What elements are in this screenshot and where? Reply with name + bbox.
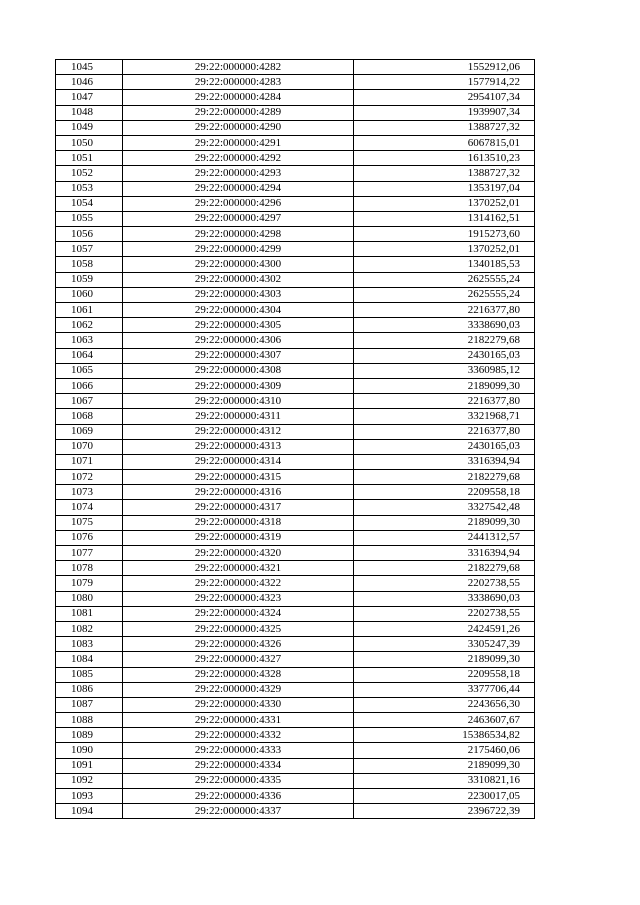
table-row bbox=[56, 363, 535, 378]
cadastral-value-cell: 2954107,34 bbox=[354, 90, 535, 105]
cadastral-number-cell: 29:22:000000:4298 bbox=[123, 227, 354, 242]
cadastral-number-cell: 29:22:000000:4306 bbox=[123, 333, 354, 348]
cadastral-number-cell: 29:22:000000:4321 bbox=[123, 561, 354, 576]
cadastral-number-cell: 29:22:000000:4297 bbox=[123, 211, 354, 226]
row-number-cell: 1089 bbox=[56, 728, 123, 743]
table-row bbox=[56, 515, 535, 530]
table-row bbox=[56, 637, 535, 652]
table-row bbox=[56, 227, 535, 242]
table-row bbox=[56, 530, 535, 545]
row-number-cell: 1051 bbox=[56, 151, 123, 166]
row-number-cell: 1061 bbox=[56, 303, 123, 318]
row-number-cell: 1056 bbox=[56, 227, 123, 242]
table-row bbox=[56, 75, 535, 90]
row-number-cell: 1087 bbox=[56, 697, 123, 712]
cadastral-number-cell: 29:22:000000:4284 bbox=[123, 90, 354, 105]
cadastral-number-cell: 29:22:000000:4300 bbox=[123, 257, 354, 272]
cadastral-number-cell: 29:22:000000:4334 bbox=[123, 758, 354, 773]
cadastral-value-cell: 1340185,53 bbox=[354, 257, 535, 272]
cadastral-number-cell: 29:22:000000:4316 bbox=[123, 485, 354, 500]
cadastral-number-cell: 29:22:000000:4283 bbox=[123, 75, 354, 90]
row-number-cell: 1052 bbox=[56, 166, 123, 181]
row-number-cell: 1093 bbox=[56, 789, 123, 804]
cadastral-value-cell: 2230017,05 bbox=[354, 789, 535, 804]
cadastral-number-cell: 29:22:000000:4323 bbox=[123, 591, 354, 606]
table-row bbox=[56, 90, 535, 105]
cadastral-number-cell: 29:22:000000:4330 bbox=[123, 697, 354, 712]
cadastral-number-cell: 29:22:000000:4332 bbox=[123, 728, 354, 743]
table-row bbox=[56, 348, 535, 363]
row-number-cell: 1084 bbox=[56, 652, 123, 667]
row-number-cell: 1079 bbox=[56, 576, 123, 591]
cadastral-number-cell: 29:22:000000:4307 bbox=[123, 348, 354, 363]
table-row bbox=[56, 500, 535, 515]
cadastral-value-cell: 15386534,82 bbox=[354, 728, 535, 743]
cadastral-value-cell: 1388727,32 bbox=[354, 120, 535, 135]
table-row bbox=[56, 485, 535, 500]
cadastral-value-cell: 3316394,94 bbox=[354, 454, 535, 469]
cadastral-value-cell: 1370252,01 bbox=[354, 242, 535, 257]
cadastral-value-cell: 2463607,67 bbox=[354, 713, 535, 728]
cadastral-value-cell: 2625555,24 bbox=[354, 287, 535, 302]
row-number-cell: 1049 bbox=[56, 120, 123, 135]
cadastral-value-cell: 2216377,80 bbox=[354, 394, 535, 409]
cadastral-number-cell: 29:22:000000:4294 bbox=[123, 181, 354, 196]
cadastral-number-cell: 29:22:000000:4312 bbox=[123, 424, 354, 439]
cadastral-value-cell: 3305247,39 bbox=[354, 637, 535, 652]
row-number-cell: 1058 bbox=[56, 257, 123, 272]
cadastral-number-cell: 29:22:000000:4289 bbox=[123, 105, 354, 120]
row-number-cell: 1059 bbox=[56, 272, 123, 287]
table-row bbox=[56, 424, 535, 439]
table-row bbox=[56, 743, 535, 758]
cadastral-number-cell: 29:22:000000:4291 bbox=[123, 135, 354, 150]
cadastral-number-cell: 29:22:000000:4336 bbox=[123, 789, 354, 804]
table-row bbox=[56, 728, 535, 743]
cadastral-number-cell: 29:22:000000:4315 bbox=[123, 470, 354, 485]
row-number-cell: 1046 bbox=[56, 75, 123, 90]
table-row bbox=[56, 105, 535, 120]
row-number-cell: 1055 bbox=[56, 211, 123, 226]
cadastral-value-cell: 2189099,30 bbox=[354, 378, 535, 393]
cadastral-number-cell: 29:22:000000:4293 bbox=[123, 166, 354, 181]
row-number-cell: 1083 bbox=[56, 637, 123, 652]
row-number-cell: 1065 bbox=[56, 363, 123, 378]
cadastral-number-cell: 29:22:000000:4337 bbox=[123, 804, 354, 819]
cadastral-value-cell: 3316394,94 bbox=[354, 546, 535, 561]
table-row bbox=[56, 120, 535, 135]
table-row bbox=[56, 60, 535, 75]
cadastral-number-cell: 29:22:000000:4325 bbox=[123, 621, 354, 636]
cadastral-value-cell: 2424591,26 bbox=[354, 621, 535, 636]
table-row bbox=[56, 591, 535, 606]
table-row bbox=[56, 378, 535, 393]
row-number-cell: 1094 bbox=[56, 804, 123, 819]
table-row bbox=[56, 211, 535, 226]
cadastral-value-cell: 3360985,12 bbox=[354, 363, 535, 378]
cadastral-value-cell: 2202738,55 bbox=[354, 576, 535, 591]
cadastral-number-cell: 29:22:000000:4326 bbox=[123, 637, 354, 652]
row-number-cell: 1067 bbox=[56, 394, 123, 409]
cadastral-number-cell: 29:22:000000:4311 bbox=[123, 409, 354, 424]
cadastral-value-cell: 2175460,06 bbox=[354, 743, 535, 758]
row-number-cell: 1086 bbox=[56, 682, 123, 697]
row-number-cell: 1075 bbox=[56, 515, 123, 530]
table-row bbox=[56, 576, 535, 591]
cadastral-number-cell: 29:22:000000:4324 bbox=[123, 606, 354, 621]
row-number-cell: 1057 bbox=[56, 242, 123, 257]
row-number-cell: 1050 bbox=[56, 135, 123, 150]
row-number-cell: 1091 bbox=[56, 758, 123, 773]
cadastral-value-cell: 2189099,30 bbox=[354, 515, 535, 530]
cadastral-number-cell: 29:22:000000:4304 bbox=[123, 303, 354, 318]
cadastral-value-cell: 3310821,16 bbox=[354, 773, 535, 788]
cadastral-number-cell: 29:22:000000:4282 bbox=[123, 60, 354, 75]
cadastral-value-cell: 1370252,01 bbox=[354, 196, 535, 211]
row-number-cell: 1081 bbox=[56, 606, 123, 621]
row-number-cell: 1063 bbox=[56, 333, 123, 348]
table-row bbox=[56, 287, 535, 302]
table-row bbox=[56, 758, 535, 773]
row-number-cell: 1045 bbox=[56, 60, 123, 75]
table-row bbox=[56, 713, 535, 728]
cadastral-value-cell: 2209558,18 bbox=[354, 667, 535, 682]
cadastral-number-cell: 29:22:000000:4318 bbox=[123, 515, 354, 530]
cadastral-number-cell: 29:22:000000:4328 bbox=[123, 667, 354, 682]
cadastral-number-cell: 29:22:000000:4290 bbox=[123, 120, 354, 135]
cadastral-number-cell: 29:22:000000:4331 bbox=[123, 713, 354, 728]
table-row bbox=[56, 318, 535, 333]
cadastral-value-cell: 2430165,03 bbox=[354, 348, 535, 363]
table-row bbox=[56, 196, 535, 211]
table-row bbox=[56, 470, 535, 485]
row-number-cell: 1077 bbox=[56, 546, 123, 561]
cadastral-value-cell: 2202738,55 bbox=[354, 606, 535, 621]
row-number-cell: 1074 bbox=[56, 500, 123, 515]
cadastral-value-table bbox=[55, 59, 535, 819]
cadastral-number-cell: 29:22:000000:4313 bbox=[123, 439, 354, 454]
cadastral-number-cell: 29:22:000000:4314 bbox=[123, 454, 354, 469]
cadastral-value-cell: 2182279,68 bbox=[354, 561, 535, 576]
row-number-cell: 1071 bbox=[56, 454, 123, 469]
cadastral-value-cell: 1353197,04 bbox=[354, 181, 535, 196]
table-row bbox=[56, 135, 535, 150]
row-number-cell: 1068 bbox=[56, 409, 123, 424]
cadastral-number-cell: 29:22:000000:4329 bbox=[123, 682, 354, 697]
cadastral-value-cell: 2216377,80 bbox=[354, 303, 535, 318]
cadastral-value-cell: 2182279,68 bbox=[354, 470, 535, 485]
table-row bbox=[56, 546, 535, 561]
row-number-cell: 1073 bbox=[56, 485, 123, 500]
row-number-cell: 1054 bbox=[56, 196, 123, 211]
cadastral-number-cell: 29:22:000000:4299 bbox=[123, 242, 354, 257]
row-number-cell: 1047 bbox=[56, 90, 123, 105]
cadastral-value-cell: 1613510,23 bbox=[354, 151, 535, 166]
table-row bbox=[56, 682, 535, 697]
cadastral-value-cell: 2182279,68 bbox=[354, 333, 535, 348]
table-row bbox=[56, 394, 535, 409]
table-row bbox=[56, 303, 535, 318]
cadastral-number-cell: 29:22:000000:4327 bbox=[123, 652, 354, 667]
row-number-cell: 1078 bbox=[56, 561, 123, 576]
row-number-cell: 1092 bbox=[56, 773, 123, 788]
table-row bbox=[56, 606, 535, 621]
table-row bbox=[56, 439, 535, 454]
cadastral-number-cell: 29:22:000000:4303 bbox=[123, 287, 354, 302]
row-number-cell: 1082 bbox=[56, 621, 123, 636]
table-row bbox=[56, 697, 535, 712]
cadastral-number-cell: 29:22:000000:4322 bbox=[123, 576, 354, 591]
cadastral-number-cell: 29:22:000000:4335 bbox=[123, 773, 354, 788]
cadastral-value-cell: 3321968,71 bbox=[354, 409, 535, 424]
row-number-cell: 1048 bbox=[56, 105, 123, 120]
cadastral-value-cell: 6067815,01 bbox=[354, 135, 535, 150]
cadastral-value-cell: 1915273,60 bbox=[354, 227, 535, 242]
row-number-cell: 1064 bbox=[56, 348, 123, 363]
cadastral-number-cell: 29:22:000000:4308 bbox=[123, 363, 354, 378]
table-row bbox=[56, 409, 535, 424]
table-row bbox=[56, 804, 535, 819]
cadastral-value-cell: 2189099,30 bbox=[354, 652, 535, 667]
cadastral-value-cell: 3327542,48 bbox=[354, 500, 535, 515]
cadastral-number-cell: 29:22:000000:4292 bbox=[123, 151, 354, 166]
cadastral-number-cell: 29:22:000000:4309 bbox=[123, 378, 354, 393]
cadastral-value-cell: 2625555,24 bbox=[354, 272, 535, 287]
row-number-cell: 1085 bbox=[56, 667, 123, 682]
row-number-cell: 1080 bbox=[56, 591, 123, 606]
cadastral-value-cell: 2209558,18 bbox=[354, 485, 535, 500]
row-number-cell: 1060 bbox=[56, 287, 123, 302]
cadastral-value-cell: 1314162,51 bbox=[354, 211, 535, 226]
table-row bbox=[56, 561, 535, 576]
row-number-cell: 1072 bbox=[56, 470, 123, 485]
row-number-cell: 1062 bbox=[56, 318, 123, 333]
row-number-cell: 1053 bbox=[56, 181, 123, 196]
cadastral-value-cell: 1577914,22 bbox=[354, 75, 535, 90]
table-row bbox=[56, 652, 535, 667]
cadastral-number-cell: 29:22:000000:4302 bbox=[123, 272, 354, 287]
cadastral-value-cell: 2243656,30 bbox=[354, 697, 535, 712]
cadastral-value-cell: 3338690,03 bbox=[354, 318, 535, 333]
table-row bbox=[56, 181, 535, 196]
table-row bbox=[56, 333, 535, 348]
cadastral-value-cell: 2441312,57 bbox=[354, 530, 535, 545]
table-body bbox=[56, 60, 535, 819]
cadastral-value-cell: 1388727,32 bbox=[354, 166, 535, 181]
row-number-cell: 1090 bbox=[56, 743, 123, 758]
row-number-cell: 1066 bbox=[56, 378, 123, 393]
cadastral-value-cell: 2189099,30 bbox=[354, 758, 535, 773]
cadastral-value-cell: 2216377,80 bbox=[354, 424, 535, 439]
cadastral-value-cell: 2430165,03 bbox=[354, 439, 535, 454]
table-row bbox=[56, 789, 535, 804]
cadastral-value-cell: 2396722,39 bbox=[354, 804, 535, 819]
cadastral-number-cell: 29:22:000000:4305 bbox=[123, 318, 354, 333]
table-row bbox=[56, 242, 535, 257]
cadastral-number-cell: 29:22:000000:4319 bbox=[123, 530, 354, 545]
table-row bbox=[56, 257, 535, 272]
cadastral-value-cell: 3377706,44 bbox=[354, 682, 535, 697]
table-row bbox=[56, 621, 535, 636]
cadastral-number-cell: 29:22:000000:4320 bbox=[123, 546, 354, 561]
row-number-cell: 1076 bbox=[56, 530, 123, 545]
cadastral-value-cell: 1552912,06 bbox=[354, 60, 535, 75]
table-row bbox=[56, 272, 535, 287]
table-row bbox=[56, 151, 535, 166]
table-row bbox=[56, 166, 535, 181]
row-number-cell: 1070 bbox=[56, 439, 123, 454]
cadastral-value-cell: 3338690,03 bbox=[354, 591, 535, 606]
cadastral-value-cell: 1939907,34 bbox=[354, 105, 535, 120]
table-row bbox=[56, 454, 535, 469]
row-number-cell: 1088 bbox=[56, 713, 123, 728]
table-row bbox=[56, 773, 535, 788]
cadastral-number-cell: 29:22:000000:4296 bbox=[123, 196, 354, 211]
table-row bbox=[56, 667, 535, 682]
row-number-cell: 1069 bbox=[56, 424, 123, 439]
cadastral-number-cell: 29:22:000000:4317 bbox=[123, 500, 354, 515]
cadastral-number-cell: 29:22:000000:4333 bbox=[123, 743, 354, 758]
cadastral-number-cell: 29:22:000000:4310 bbox=[123, 394, 354, 409]
